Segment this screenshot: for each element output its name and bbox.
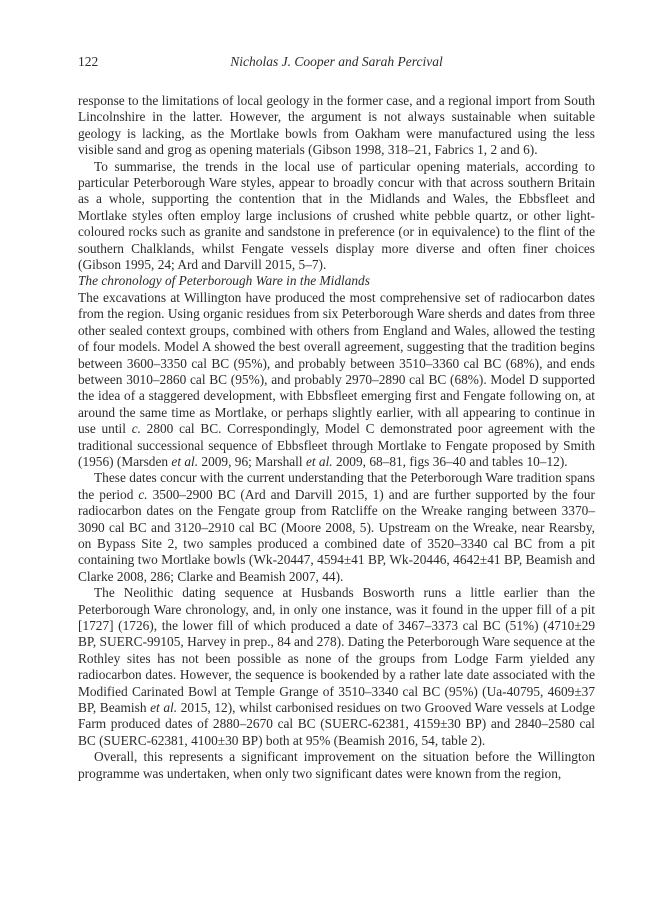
running-header <box>78 54 595 74</box>
running-title: Nicholas J. Cooper and Sarah Percival <box>230 54 443 69</box>
text-run: 3500–2900 BC (Ard and Darvill 2015, 1) and are further supported by the four radiocarbon dates on the Fengate group from Ratcliffe on the Wreake ranging between 3370–3090 cal BC and 3120–2910 cal BC (Moore 2008, 5). Upstream on the Wreake, near Rearsby, on Bypass Site 2, two samples produced a combined date of 3520–3340 cal BC from a pit containing two Mortlake bowls (Wk-20447, 4594±41 BP, Wk-20446, 4642±41 BP, Beamish and Clarke 2008, 286; Clarke and Beamish 2007, 44). <box>78 486 595 584</box>
italic-run: c. <box>138 486 148 502</box>
text-run: The Neolithic dating sequence at Husbands Bosworth runs a little earlier than the Peterborough Ware chronology, and, in only one instance, was it found in the upper fill of a pit [1727] (1726), the lower fill of which produced a date of 3467–3373 cal BC (51%) (4710±29 BP, SUERC-99105, Harvey in prep., 84 and 278). Dating the Peterborough Ware sequence at the Rothley sites has not been possible as none of the groups from Lodge Farm yielded any radiocarbon dates. However, the sequence is bookended by a rather late date associated with the Modified Carinated Bowl at Temple Grange of 3510–3340 cal BC (95%) (Ua-40795, 4609±37 BP, Beamish <box>78 585 595 716</box>
page-number: 122 <box>78 54 99 69</box>
italic-run: et al. <box>305 453 333 469</box>
text-run: The excavations at Willington have produced the most comprehensive set of radiocarbon dates from the region. Using organic residues from six Peterborough Ware sherds and dates from three other sealed context groups, combined with others from England and Wales, allowed the testing of four models. Model A showed the best overall agreement, suggesting that the tradition begins between 3600–3350 cal BC (95%), and probably between 3510–3360 cal BC (68%), and ends between 3010–2860 cal BC (95%), and probably 2970–2890 cal BC (68%). Model D supported the idea of a staggered development, with Ebbsfleet emerging first and Fengate following on, at around the same time as Mortlake, or perhaps slightly earlier, with all appearing to continue in use until <box>78 289 595 437</box>
text-run: 2800 cal BC. Correspondingly, Model C demonstrated poor agreement with the traditional successional sequence of Ebbsfleet through Mortlake to Fengate proposed by Smith (1956) (Marsden <box>78 421 595 469</box>
body-text <box>78 93 595 782</box>
text-run: 2009, 68–81, figs 36–40 and tables 10–12). <box>332 453 568 469</box>
text-run: 2009, 96; Marshall <box>198 453 306 469</box>
paragraph-1: response to the limitations of local geology in the former case, and a regional import from South Lincolnshire in the latter. However, the argument is not always sustainable when suitable geology is lacking, as the Mortlake bowls from Oakham were manufactured using the less visible sand and grog as opening materials (Gibson 1998, 318–21, Fabrics 1, 2 and 6). <box>78 93 595 158</box>
paragraph-5 <box>78 585 595 749</box>
italic-run: c. <box>131 421 141 437</box>
italic-run: et al. <box>171 453 199 469</box>
italic-run: et al. <box>150 700 178 716</box>
text-run: 2015, 12), whilst carbonised residues on two Grooved Ware vessels at Lodge Farm produced dates of 2880–2670 cal BC (SUERC-62381, 4159±30 BP) and 2840–2580 cal BC (SUERC-62381, 4100±30 BP) both at 95% (Beamish 2016, 54, table 2). <box>78 700 595 748</box>
paragraph-6: Overall, this represents a significant improvement on the situation before the Willington programme was undertaken, when only two significant dates were known from the region, <box>78 749 595 781</box>
paragraph-4 <box>78 470 595 585</box>
text-run: These dates concur with the current understanding that the Peterborough Ware tradition spans the period <box>78 470 595 502</box>
paragraph-3 <box>78 290 595 470</box>
paragraph-2: To summarise, the trends in the local use of particular opening materials, according to particular Peterborough Ware styles, appear to broadly concur with that across southern Britain as a whole, supporting the contention that in the Midlands and Wales, the Ebbsfleet and Mortlake styles often employ large inclusions of crushed white pebble quartz, or other light-coloured rocks such as granite and sandstone in preference (or in equivalence) to the flint of the southern Chalklands, whilst Fengate vessels display more diverse and often finer choices (Gibson 1995, 24; Ard and Darvill 2015, 5–7). <box>78 158 595 273</box>
section-heading: The chronology of Peterborough Ware in the Midlands <box>78 273 370 289</box>
